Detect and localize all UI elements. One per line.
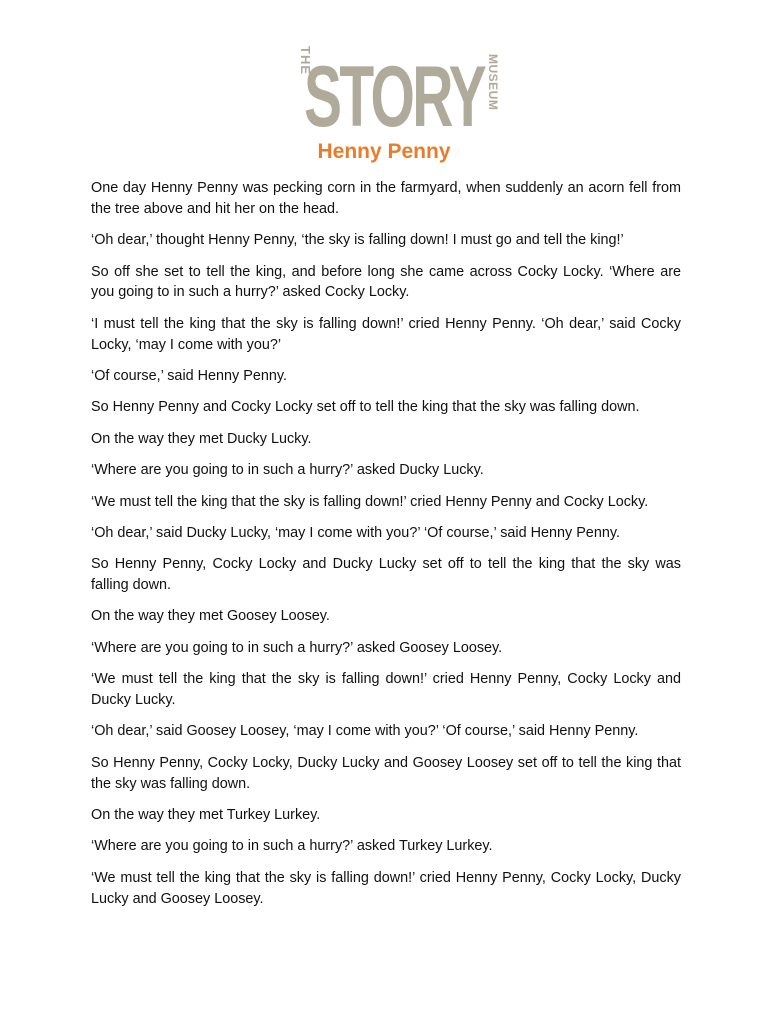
story-paragraph: On the way they met Goosey Loosey. [91, 608, 330, 625]
story-museum-logo [288, 42, 500, 134]
logo-text-museum: MUSEUM [486, 54, 500, 111]
story-paragraph: On the way they met Ducky Lucky. [91, 430, 312, 447]
story-paragraph: One day Henny Penny was pecking corn in the farmyard, when suddenly an acorn fell from the tree above and hit her on the head. [91, 180, 681, 217]
story-paragraph: ‘We must tell the king that the sky is falling down!’ cried Henny Penny and Cocky Locky. [91, 493, 649, 510]
story-paragraph: ‘Where are you going to in such a hurry?’ asked Goosey Loosey. [91, 639, 503, 656]
story-paragraph: ‘Oh dear,’ said Ducky Lucky, ‘may I come with you?’ ‘Of course,’ said Henny Penny. [91, 524, 620, 541]
story-title: Henny Penny [317, 140, 451, 163]
story-paragraph: ‘Where are you going to in such a hurry?’ asked Turkey Lurkey. [91, 838, 493, 855]
story-text [91, 178, 681, 920]
story-paragraph: On the way they met Turkey Lurkey. [91, 807, 321, 824]
logo-text-the: THE [298, 46, 313, 75]
story-paragraph: ‘Oh dear,’ thought Henny Penny, ‘the sky is falling down! I must go and tell the king!’ [91, 232, 624, 249]
story-paragraph: ‘Oh dear,’ said Goosey Loosey, ‘may I come with you?’ ‘Of course,’ said Henny Penny. [91, 723, 639, 740]
story-paragraph: ‘We must tell the king that the sky is falling down!’ cried Henny Penny, Cocky Locky, Ducky Lucky and Goosey Loosey. [91, 869, 681, 907]
story-paragraph: So off she set to tell the king, and before long she came across Cocky Locky. ‘Where are you going to in such a hurry?’ asked Cocky Locky. [91, 263, 681, 301]
logo-text-story: STORY [304, 49, 486, 134]
story-paragraph: ‘We must tell the king that the sky is falling down!’ cried Henny Penny, Cocky Locky and Ducky Lucky. [91, 671, 681, 709]
story-paragraph: So Henny Penny, Cocky Locky and Ducky Lucky set off to tell the king that the sky was falling down. [91, 556, 681, 594]
story-paragraph: ‘I must tell the king that the sky is falling down!’ cried Henny Penny. ‘Oh dear,’ said Cocky Locky, ‘may I come with you?’ [91, 315, 681, 353]
story-paragraph: So Henny Penny and Cocky Locky set off to tell the king that the sky was falling down. [91, 399, 640, 416]
story-paragraph: ‘Of course,’ said Henny Penny. [91, 367, 287, 384]
story-paragraph: So Henny Penny, Cocky Locky, Ducky Lucky and Goosey Loosey set off to tell the king that the sky was falling down. [91, 754, 681, 792]
story-paragraph: ‘Where are you going to in such a hurry?’ asked Ducky Lucky. [91, 462, 484, 479]
